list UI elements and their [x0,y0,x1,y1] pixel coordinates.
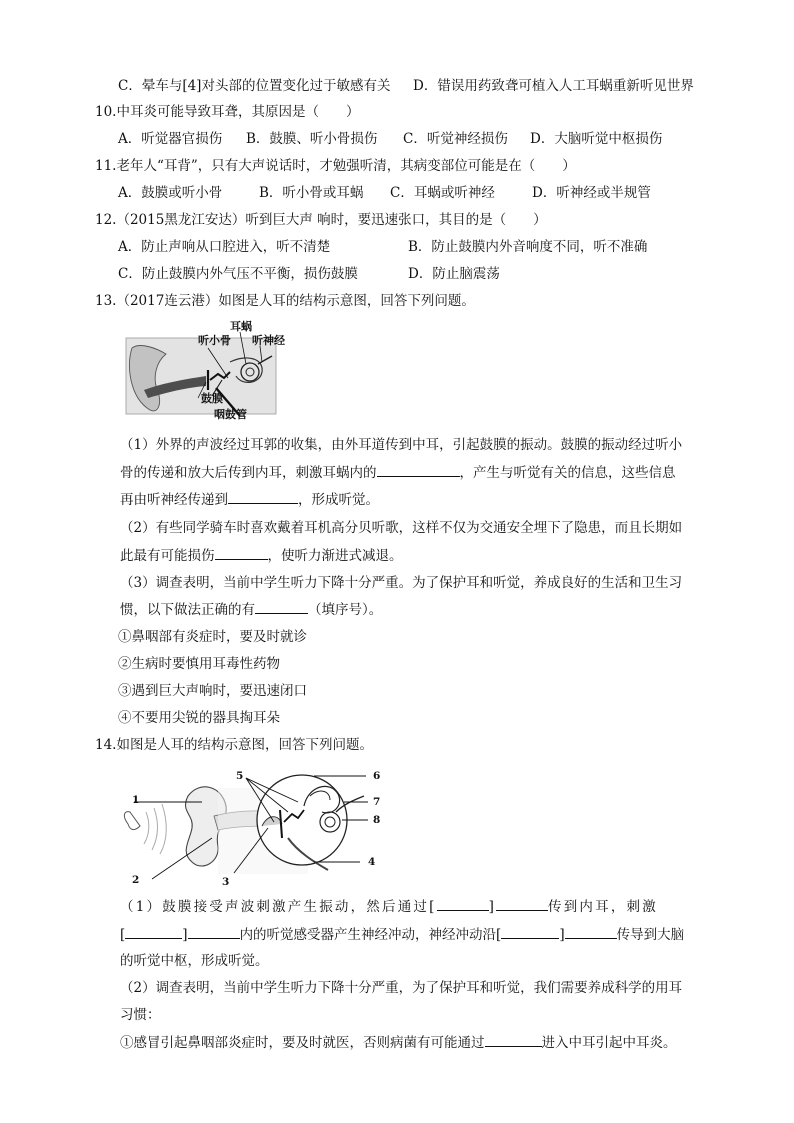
q11-option-a: A．鼓膜或听小骨 [118,185,223,201]
q13-part1-line2 [120,462,676,483]
q11-option-c: C．耳蜗或听神经 [390,185,495,201]
q13-item-1: ①鼻咽部有炎症时，要及时就诊 [118,629,307,645]
q10-option-b: B．鼓膜、听小骨损伤 [246,131,378,147]
ear-cross-section-illustration [118,766,386,892]
q14-part2-line1: （2）调查表明，当前中学生听力下降十分严重，为了保护耳和听觉，我们需要养成科学的用耳 [120,980,683,996]
q11-options-row [118,183,651,203]
answer-blank-q14-number-2[interactable] [125,924,182,939]
q14-part1-line2-text-b: ] [182,927,188,943]
q11-stem: 11.老年人“耳背”，只有大声说话时，才勉强听清，其病变部位可能是在（ ） [95,158,576,174]
q13-part1-line3 [120,489,379,510]
fig-number-4: 4 [368,856,376,868]
q14-part1-line3: 的听觉中枢，形成听觉。 [120,953,269,969]
q13-ear-diagram [122,318,297,420]
q9-option-c: C．晕车与[4]对头部的位置变化过于敏感有关 [118,78,391,94]
q13-part1-line3-text-a: 再由听神经传递到 [120,492,228,508]
q14-item-1 [120,1032,677,1053]
q13-part3-line2 [120,599,382,620]
q10-option-d: D．大脑听觉中枢损伤 [530,131,663,147]
q12-options-row-1 [118,237,647,257]
q13-part3-line1: （3）调查表明，当前中学生听力下降十分严重。为了保护耳和听觉，养成良好的生活和卫生习 [120,575,683,591]
q13-item-3: ③遇到巨大声响时，要迅速闭口 [118,683,307,699]
fig-number-1: 1 [132,794,140,806]
q14-part1-line1-text-b: ] [488,899,497,915]
label-eustachian-tube: 咽鼓管 [214,408,247,421]
q14-stem: 14.如图是人耳的结构示意图，回答下列问题。 [95,737,373,753]
answer-blank-brain-center[interactable] [228,489,298,504]
q14-item-1-text-b: 进入中耳引起中耳炎。 [541,1035,677,1051]
answer-blank-q14-number-1[interactable] [437,896,489,911]
label-cochlea: 耳蜗 [230,320,252,333]
q14-part1-line2-text-c: 内的听觉感受器产生神经冲动，神经冲动沿[ [239,927,502,943]
label-ossicles: 听小骨 [198,334,231,347]
answer-blank-correct-items[interactable] [255,599,308,614]
answer-blank-q14-number-3[interactable] [501,924,559,939]
q14-part1-line2-text-a: [ [120,927,126,943]
q12-option-d: D．防止脑震荡 [408,266,500,282]
fig-number-6: 6 [373,770,381,782]
q12-stem: 12.（2015黑龙江安达）听到巨大声 响时，要迅速张口，其目的是（ ） [95,212,547,228]
q9-option-d: D．错误用药致聋可植入人工耳蜗重新听见世界 [413,78,694,94]
q13-part3-line2-text-a: 惯，以下做法正确的有 [120,602,255,618]
q14-part2-line2: 习惯： [120,1007,161,1023]
q13-part1-line1: （1）外界的声波经过耳郭的收集，由外耳道传到中耳，引起鼓膜的振动。鼓膜的振动经过听小 [120,437,683,453]
q14-part1-line2-text-e: 传导到大脑 [616,927,685,943]
q10-stem: 10.中耳炎可能导致耳聋，其原因是（ ） [95,104,360,120]
answer-blank-q14-name-3[interactable] [565,924,617,939]
q14-part1-line1 [120,896,658,917]
q14-part1-line2-text-d: ] [559,927,565,943]
q12-option-a: A．防止声响从口腔进入，听不清楚 [118,239,331,255]
q12-options-row-2 [118,264,500,284]
q10-options-row [118,129,662,149]
answer-blank-q14-name-1[interactable] [496,896,548,911]
q14-ear-diagram [118,766,386,892]
answer-blank-eustachian-tube[interactable] [485,1032,542,1047]
q9-options-row [118,76,694,96]
q13-item-4: ④不要用尖锐的器具掏耳朵 [118,710,280,726]
q13-stem: 13.（2017连云港）如图是人耳的结构示意图，回答下列问题。 [95,293,475,309]
q12-option-c: C．防止鼓膜内外气压不平衡，损伤鼓膜 [118,266,358,282]
q14-item-1-text-a: ①感冒引起鼻咽部炎症时，要及时就医，否则病菌有可能通过 [120,1035,485,1051]
q13-item-2: ②生病时要慎用耳毒性药物 [118,656,280,672]
q13-part2-line2-text-b: ，使听力渐进式减退。 [267,548,403,564]
fig-number-5: 5 [236,770,244,782]
q13-part3-line2-text-b: （填序号）。 [308,602,383,618]
fig-number-3: 3 [222,876,230,888]
q10-option-a: A．听觉器官损伤 [118,131,223,147]
fig-number-7: 7 [373,796,381,808]
q13-part2-line2 [120,545,403,566]
answer-blank-q14-name-2[interactable] [188,924,240,939]
q12-option-b: B．防止鼓膜内外音响度不同，听不准确 [408,239,648,255]
label-auditory-nerve: 听神经 [252,334,285,347]
q14-part1-line1-text-c: 传到内耳，刺激 [548,899,658,915]
fig-number-2: 2 [132,874,140,886]
q11-option-b: B．听小骨或耳蜗 [259,185,364,201]
answer-blank-damaged-part[interactable] [215,545,268,560]
fig-number-8: 8 [373,814,381,826]
q11-option-d: D．听神经或半规管 [532,185,651,201]
q13-part1-line3-text-b: ，形成听觉。 [298,492,379,508]
q13-part2-line1: （2）有些同学骑车时喜欢戴着耳机高分贝听歌，这样不仅为交通安全埋下了隐患，而且长期如 [120,520,683,536]
q10-option-c: C．听觉神经损伤 [403,131,508,147]
label-eardrum: 鼓膜 [201,392,223,405]
answer-blank-cochlea-receptor[interactable] [377,462,460,477]
q14-part1-line1-text-a: （1）鼓膜接受声波刺激产生振动，然后通过[ [120,899,437,915]
q13-part1-line2-text-b: ，产生与听觉有关的信息，这些信息 [459,465,676,481]
q13-part1-line2-text-a: 骨的传递和放大后传到内耳，刺激耳蜗内的 [120,465,377,481]
q13-part2-line2-text-a: 此最有可能损伤 [120,548,215,564]
q14-part1-line2 [120,924,684,945]
